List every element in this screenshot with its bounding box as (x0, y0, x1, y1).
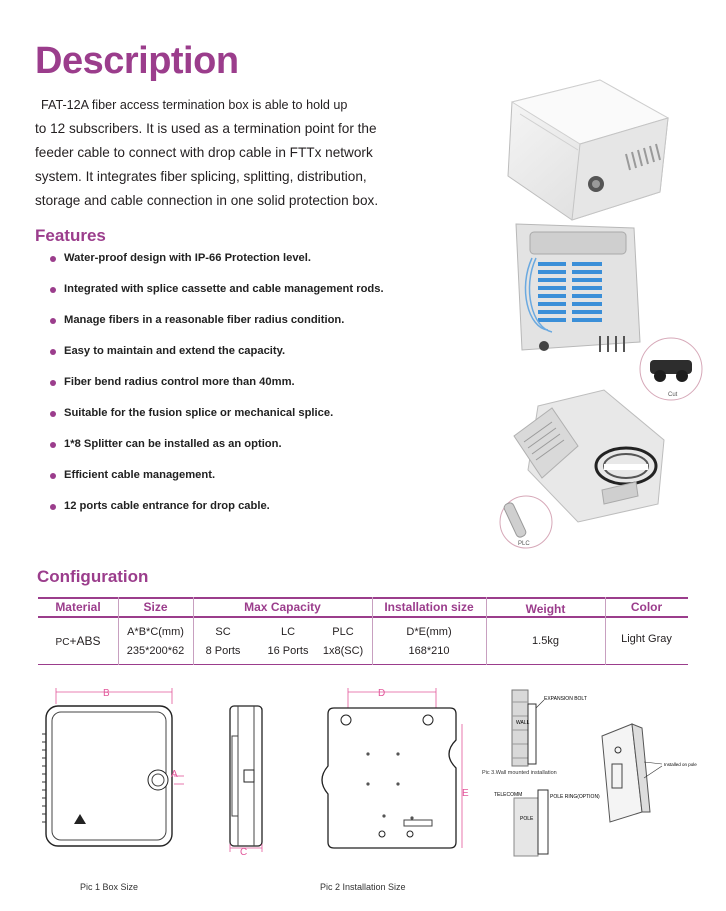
bullet-icon (50, 504, 56, 510)
header-material: Material (55, 600, 101, 614)
install-label-cell: D*E(mm) (406, 626, 452, 638)
size-label-cell: A*B*C(mm) (127, 626, 184, 638)
open-box-photo (508, 218, 643, 358)
plc-label: PLC (518, 541, 530, 547)
dimension-d-label: D (378, 688, 386, 699)
header-weight: Weight (525, 602, 566, 616)
feature-item: Water-proof design with IP-66 Protection level. (48, 252, 468, 283)
feature-item: Efficient cable management. (48, 469, 468, 500)
pole-callout-label: Installed on pole (664, 762, 697, 767)
header-max-capacity: Max Capacity (244, 600, 321, 614)
bullet-icon (50, 318, 56, 324)
description-paragraph (35, 93, 395, 213)
weight-cell: 1.5kg (532, 635, 559, 647)
plc-detail-photo (498, 494, 554, 550)
box-side-drawing (218, 696, 274, 856)
description-line: to 12 subscribers. It is used as a termination point for the (35, 121, 377, 136)
expansion-bolt-label: EXPANSION BOLT (544, 696, 587, 702)
bullet-icon (50, 380, 56, 386)
dimension-e-label: E (462, 788, 469, 799)
header-color: Color (630, 600, 663, 614)
telecom-label: TELECOMM (494, 792, 523, 798)
feature-item: 12 ports cable entrance for drop cable. (48, 500, 468, 531)
material-cell: PC+ABS (55, 634, 101, 648)
plc-value-cell: 1x8(SC) (322, 645, 364, 657)
pole-mount-drawing (494, 782, 600, 856)
bullet-icon (50, 473, 56, 479)
configuration-heading: Configuration (37, 567, 149, 586)
dimension-b-label: B (103, 688, 110, 699)
pic2-caption: Pic 2 Installation Size (320, 882, 406, 892)
features-list (48, 252, 468, 531)
features-heading: Features (35, 226, 106, 245)
bullet-icon (50, 411, 56, 417)
pic3-caption: Pic 3.Wall mounted installation (482, 770, 557, 776)
pic1-caption: Pic 1 Box Size (80, 882, 139, 892)
box-front-drawing (34, 684, 184, 852)
wall-label: WALL (516, 720, 530, 726)
closed-box-photo (500, 74, 675, 224)
dimension-a-label: A (171, 769, 178, 780)
description-line: FAT-12A fiber access termination box is able to hold up (41, 98, 348, 112)
pole-ring-label: POLE RING(OPTION) (550, 794, 600, 800)
table-rule (38, 664, 688, 665)
description-line: system. It integrates fiber splicing, splitting, distribution, (35, 169, 367, 184)
header-size: Size (143, 600, 168, 614)
pole-label: POLE (520, 816, 534, 822)
feature-item: Manage fibers in a reasonable fiber radius condition. (48, 314, 468, 345)
bullet-icon (50, 442, 56, 448)
feature-item: Fiber bend radius control more than 40mm. (48, 376, 468, 407)
size-value-cell: 235*200*62 (126, 645, 185, 657)
plc-label-cell: PLC (332, 626, 354, 638)
header-installation-size: Installation size (384, 600, 474, 614)
page-title: Description (35, 40, 239, 82)
bullet-icon (50, 256, 56, 262)
install-value-cell: 168*210 (408, 645, 450, 657)
bullet-icon (50, 349, 56, 355)
sc-label-cell: SC (215, 626, 231, 638)
description-line: feeder cable to connect with drop cable in FTTx network (35, 145, 373, 160)
sc-value-cell: 8 Ports (205, 645, 241, 657)
dimension-c-label: C (240, 847, 248, 858)
lc-label-cell: LC (280, 626, 296, 638)
bullet-icon (50, 287, 56, 293)
lc-value-cell: 16 Ports (267, 645, 309, 657)
wall-mount-drawing (478, 690, 608, 776)
feature-item: 1*8 Splitter can be installed as an option. (48, 438, 468, 469)
feature-item: Easy to maintain and extend the capacity. (48, 345, 468, 376)
color-cell: Light Gray (621, 633, 672, 645)
cut-label: Cut (668, 392, 678, 398)
feature-item: Suitable for the fusion splice or mechanical splice. (48, 407, 468, 438)
feature-item: Integrated with splice cassette and cable management rods. (48, 283, 468, 314)
description-line: storage and cable connection in one solid protection box. (35, 193, 379, 208)
configuration-table (38, 597, 688, 667)
pole-installed-drawing (592, 700, 702, 824)
box-back-drawing (312, 684, 472, 854)
